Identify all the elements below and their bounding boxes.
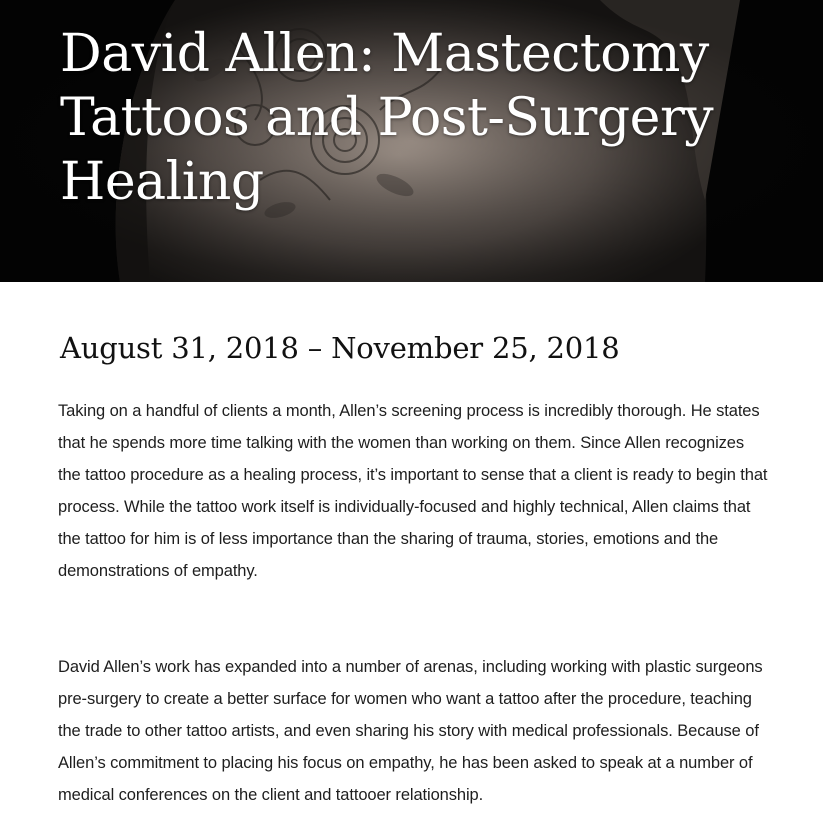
page-title: David Allen: Mastectomy Tattoos and Post-Surgery Healing — [60, 24, 714, 212]
article-paragraph: Taking on a handful of clients a month, Allen’s screening process is incredibly thorough. He states that he spends more time talking with the women than working on them. Since Allen recognizes the tattoo procedure as a healing process, it’s important to sense that a client is ready to begin that process. While the tattoo work itself is individually-focused and highly technical, Allen claims that the tattoo for him is of less importance than the sharing of trauma, stories, emotions and the demonstrations of empathy. — [58, 402, 768, 580]
exhibition-date-range: August 31, 2018 – November 25, 2018 — [60, 331, 620, 365]
hero-banner — [0, 0, 823, 282]
article-body — [58, 282, 768, 811]
article-paragraph: David Allen’s work has expanded into a number of arenas, including working with plastic surgeons pre-surgery to create a better surface for women who want a tattoo after the procedure, teaching the trade to other tattoo artists, and even sharing his story with medical professionals. Because of Allen’s commitment to placing his focus on empathy, he has been asked to speak at a number of medical conferences on the client and tattooer relationship. — [58, 658, 763, 804]
